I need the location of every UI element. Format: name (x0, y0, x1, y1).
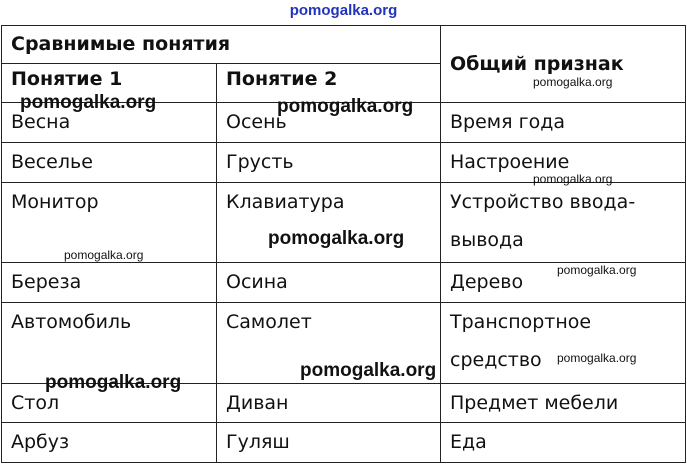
watermark: pomogalka.org (557, 351, 637, 365)
watermark: pomogalka.org (533, 75, 613, 89)
watermark: pomogalka.org (300, 360, 437, 381)
common-feature-cell: Транспортное средство (441, 303, 686, 383)
watermark: pomogalka.org (557, 263, 637, 277)
common-feature-cell: Устройство ввода-вывода (441, 182, 686, 262)
concept-2-cell: Клавиатура (217, 182, 441, 262)
concept-1-cell: Береза (2, 263, 217, 303)
common-feature-cell: Настроение (441, 143, 686, 183)
concept-2-cell: Грусть (217, 143, 441, 183)
concept-2-cell: Диван (217, 383, 441, 423)
common-feature-cell: Время года (441, 103, 686, 143)
concept-1-cell: Стол (2, 383, 217, 423)
concept-1-cell: Монитор (2, 182, 217, 262)
concept-2-cell: Осень (217, 103, 441, 143)
concept-1-cell: Арбуз (2, 423, 217, 463)
concept-1-cell: Автомобиль (2, 303, 217, 383)
concept-2-cell: Самолет (217, 303, 441, 383)
watermark: pomogalka.org (277, 96, 414, 117)
common-feature-header: Общий признак (441, 26, 686, 103)
watermark: pomogalka.org (20, 92, 157, 113)
concept-1-header: Понятие 1 (2, 63, 217, 103)
common-feature-cell: Дерево (441, 263, 686, 303)
common-feature-cell: Еда (441, 423, 686, 463)
header-row-group (2, 26, 686, 64)
watermark: pomogalka.org (533, 172, 613, 186)
watermark: pomogalka.org (268, 228, 405, 249)
concept-2-cell: Гуляш (217, 423, 441, 463)
concept-1-cell: Веселье (2, 143, 217, 183)
concept-2-header: Понятие 2 (217, 63, 441, 103)
table-row (2, 423, 686, 463)
common-feature-cell: Предмет мебели (441, 383, 686, 423)
concept-2-cell: Осина (217, 263, 441, 303)
watermark: pomogalka.org (64, 248, 144, 262)
concept-1-cell: Весна (2, 103, 217, 143)
watermark-top: pomogalka.org (289, 2, 398, 19)
group-header: Сравнимые понятия (2, 26, 441, 64)
watermark: pomogalka.org (45, 372, 182, 393)
